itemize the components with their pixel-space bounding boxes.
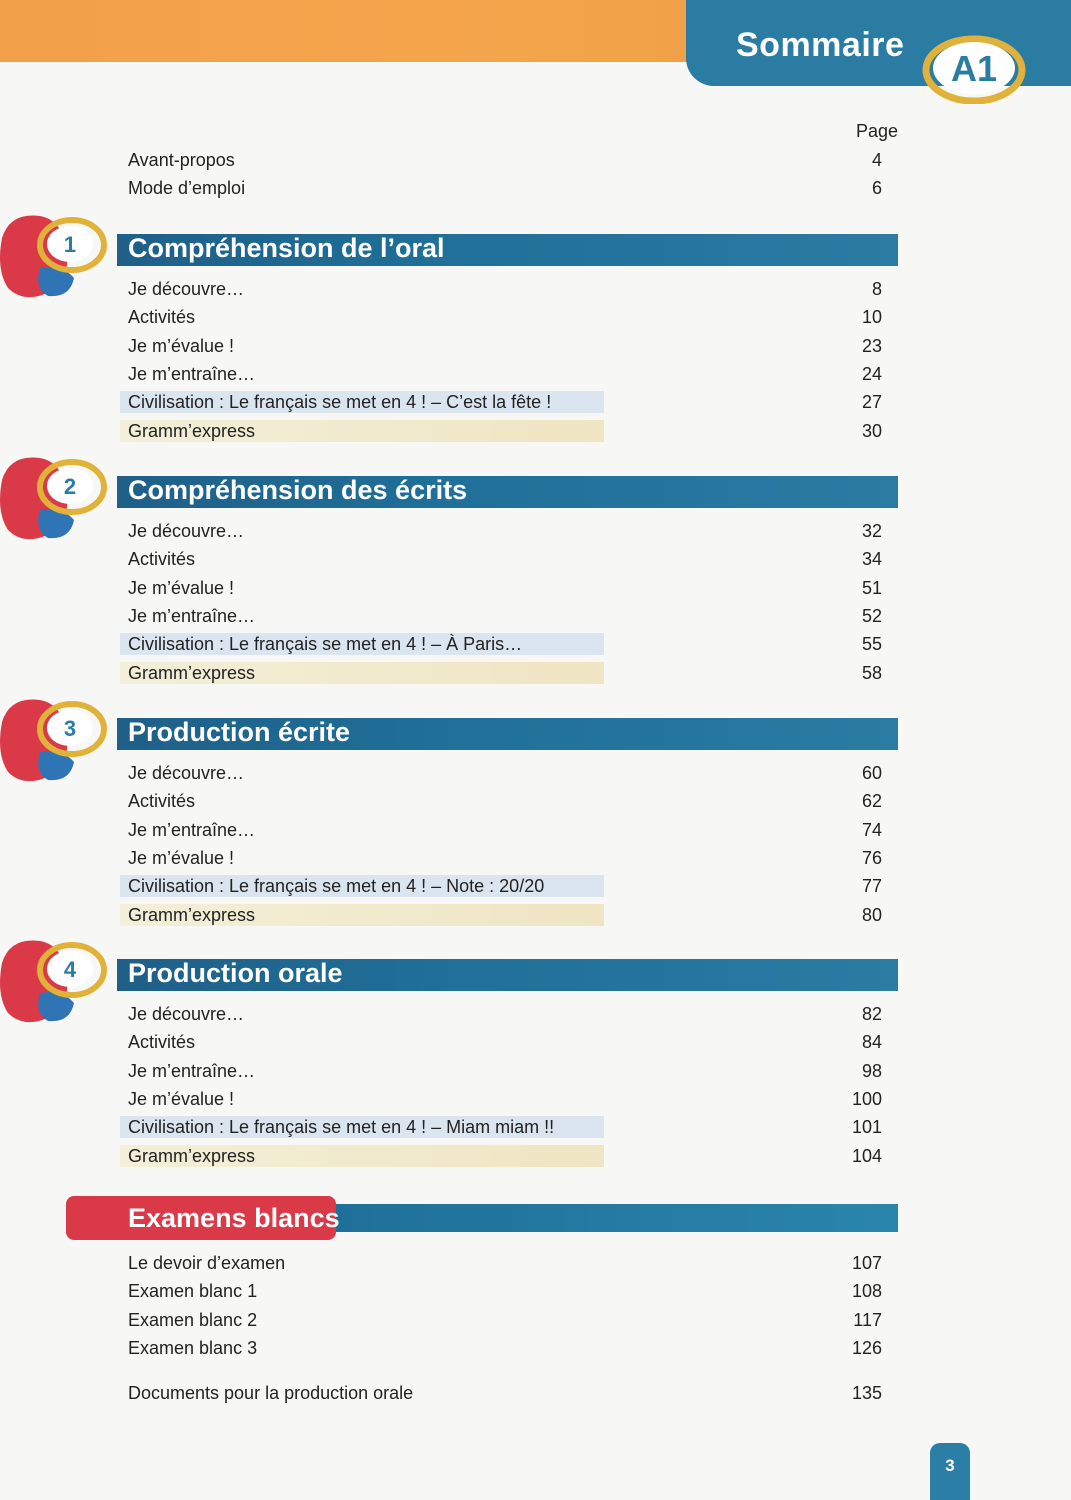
toc-entry[interactable] — [128, 602, 898, 630]
entry-label: Je découvre… — [128, 521, 245, 541]
toc-entry[interactable] — [128, 1028, 898, 1056]
entry-page: 6 — [871, 178, 882, 198]
exam-entry[interactable] — [128, 1306, 898, 1334]
toc-entry[interactable] — [128, 388, 898, 416]
toc-entry[interactable] — [128, 759, 898, 787]
entry-label: Je m’évalue ! — [128, 848, 235, 868]
entry-label: Civilisation : Le français se met en 4 ! – Miam miam !! — [128, 1117, 555, 1137]
entry-page: 108 — [851, 1281, 882, 1301]
section-number-badge — [0, 450, 112, 545]
entry-label: Examen blanc 1 — [128, 1281, 258, 1301]
toc-entry[interactable] — [128, 630, 898, 658]
section-number: 1 — [63, 232, 77, 257]
section-title[interactable]: Compréhension des écrits — [128, 475, 468, 505]
entry-label: Examen blanc 3 — [128, 1338, 258, 1358]
toc-entry[interactable] — [128, 1379, 898, 1407]
entry-page: 62 — [861, 791, 882, 811]
toc-entry[interactable] — [128, 303, 898, 331]
entry-page: 135 — [851, 1383, 882, 1403]
entry-label: Gramm’express — [128, 663, 256, 683]
entry-page: 74 — [861, 820, 882, 840]
section-title[interactable]: Production orale — [128, 958, 343, 988]
section-title[interactable]: Compréhension de l’oral — [128, 233, 445, 263]
entry-page: 8 — [871, 279, 882, 299]
exams-bar — [280, 1204, 898, 1232]
toc-entry[interactable] — [128, 275, 898, 303]
entry-label: Je découvre… — [128, 763, 245, 783]
entry-page: 101 — [851, 1117, 882, 1137]
entry-label: Je découvre… — [128, 279, 245, 299]
entry-label: Je m’évalue ! — [128, 578, 235, 598]
entry-page: 104 — [851, 1146, 882, 1166]
level-label: A1 — [950, 48, 998, 89]
entry-page: 32 — [861, 521, 882, 541]
entry-label: Activités — [128, 1032, 196, 1052]
entry-label: Activités — [128, 549, 196, 569]
entry-label: Civilisation : Le français se met en 4 ! – Note : 20/20 — [128, 876, 545, 896]
entry-page: 23 — [861, 336, 882, 356]
entry-page: 126 — [851, 1338, 882, 1358]
entry-label: Je découvre… — [128, 1004, 245, 1024]
level-badge — [922, 32, 1026, 104]
entry-label: Activités — [128, 791, 196, 811]
entry-page: 4 — [871, 150, 882, 170]
entry-label: Je m’entraîne… — [128, 364, 256, 384]
page-number: 3 — [945, 1456, 955, 1475]
entry-label: Je m’entraîne… — [128, 820, 256, 840]
toc-entry[interactable] — [128, 1000, 898, 1028]
section-title[interactable]: Production écrite — [128, 717, 351, 747]
toc-entry[interactable] — [128, 1057, 898, 1085]
section-number: 3 — [63, 716, 77, 741]
toc-entry[interactable] — [128, 1142, 898, 1170]
entry-page: 27 — [861, 392, 882, 412]
entry-page: 77 — [861, 876, 882, 896]
toc-entry[interactable] — [128, 1113, 898, 1141]
entry-label: Gramm’express — [128, 905, 256, 925]
section-number-badge — [0, 692, 112, 787]
toc-entry[interactable] — [128, 659, 898, 687]
toc-entry[interactable] — [128, 901, 898, 929]
entry-label: Avant-propos — [128, 150, 235, 170]
entry-page: 117 — [853, 1310, 882, 1330]
section-number-badge — [0, 208, 112, 303]
entry-label: Je m’entraîne… — [128, 1061, 256, 1081]
entry-page: 84 — [861, 1032, 882, 1052]
toc-entry[interactable] — [128, 517, 898, 545]
entry-page: 24 — [861, 364, 882, 384]
toc-entry[interactable] — [128, 360, 898, 388]
entry-label: Je m’évalue ! — [128, 1089, 235, 1109]
entry-page: 98 — [861, 1061, 882, 1081]
entry-page: 80 — [861, 905, 882, 925]
entry-page: 10 — [861, 307, 882, 327]
entry-label: Documents pour la production orale — [128, 1383, 414, 1403]
entry-page: 30 — [861, 421, 882, 441]
exams-title: Examens blancs — [128, 1203, 340, 1233]
toc-entry[interactable] — [128, 146, 898, 174]
toc-entry[interactable] — [128, 844, 898, 872]
exam-entry[interactable] — [128, 1334, 898, 1362]
toc-entry[interactable] — [128, 787, 898, 815]
section-number: 4 — [63, 957, 77, 982]
toc-entry[interactable] — [128, 872, 898, 900]
entry-label: Gramm’express — [128, 1146, 256, 1166]
entry-label: Mode d’emploi — [128, 178, 246, 198]
toc-entry[interactable] — [128, 574, 898, 602]
section-number: 2 — [63, 474, 77, 499]
exam-entry[interactable] — [128, 1249, 898, 1277]
entry-label: Examen blanc 2 — [128, 1310, 258, 1330]
toc-entry[interactable] — [128, 417, 898, 445]
entry-page: 100 — [851, 1089, 882, 1109]
page-column-label: Page — [855, 121, 898, 141]
section-number-badge — [0, 933, 112, 1028]
page-title: Sommaire — [736, 26, 905, 64]
entry-page: 34 — [861, 549, 882, 569]
toc-entry[interactable] — [128, 816, 898, 844]
entry-label: Je m’évalue ! — [128, 336, 235, 356]
entry-label: Civilisation : Le français se met en 4 ! – À Paris… — [128, 634, 523, 654]
entry-label: Gramm’express — [128, 421, 256, 441]
entry-label: Le devoir d’examen — [128, 1253, 286, 1273]
entry-label: Civilisation : Le français se met en 4 ! – C’est la fête ! — [128, 392, 552, 412]
entry-page: 76 — [861, 848, 882, 868]
entry-page: 107 — [851, 1253, 882, 1273]
entry-page: 58 — [861, 663, 882, 683]
entry-page: 82 — [861, 1004, 882, 1024]
exam-entry[interactable] — [128, 1277, 898, 1305]
toc-entry[interactable] — [128, 1085, 898, 1113]
toc-entry[interactable] — [128, 332, 898, 360]
entry-label: Je m’entraîne… — [128, 606, 256, 626]
entry-label: Activités — [128, 307, 196, 327]
entry-page: 52 — [861, 606, 882, 626]
entry-page: 55 — [861, 634, 882, 654]
entry-page: 51 — [861, 578, 882, 598]
entry-page: 60 — [861, 763, 882, 783]
toc-entry[interactable] — [128, 174, 898, 202]
top-orange-band — [0, 0, 740, 62]
toc-entry[interactable] — [128, 545, 898, 573]
